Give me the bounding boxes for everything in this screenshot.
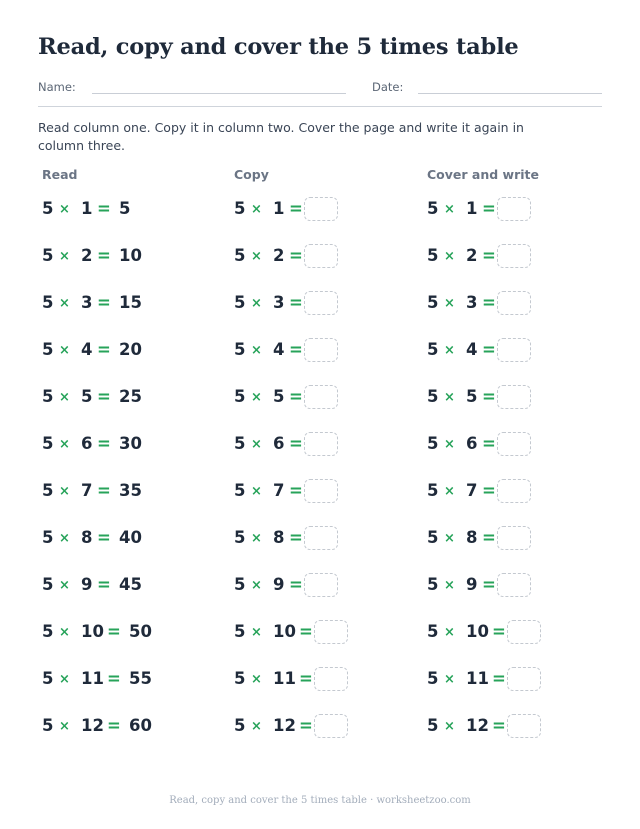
answer-box[interactable]: [314, 620, 348, 644]
multiplicand: 5: [42, 622, 54, 641]
footer: Read, copy and cover the 5 times table · worksheetzoo.com: [169, 795, 471, 806]
product: 10: [119, 246, 142, 265]
times-sign: ×: [251, 390, 262, 405]
times-sign: ×: [59, 531, 70, 546]
multiplicand: 5: [234, 199, 246, 218]
answer-box[interactable]: [507, 620, 541, 644]
times-sign: ×: [251, 343, 262, 358]
times-sign: ×: [59, 437, 70, 452]
times-sign: ×: [59, 625, 70, 640]
multiplicand: 5: [234, 669, 246, 688]
multiplier: 7: [466, 481, 478, 500]
multiplicand: 5: [234, 622, 246, 641]
times-sign: ×: [444, 249, 455, 264]
multiplicand: 5: [42, 528, 54, 547]
multiplier: 11: [466, 669, 489, 688]
multiplier: 4: [81, 340, 93, 359]
answer-box[interactable]: [304, 338, 338, 362]
multiplicand: 5: [42, 199, 54, 218]
answer-box[interactable]: [304, 385, 338, 409]
equals-sign: =: [107, 716, 121, 735]
multiplicand: 5: [234, 434, 246, 453]
times-sign: ×: [444, 296, 455, 311]
multiplier: 9: [273, 575, 285, 594]
multiplier: 12: [273, 716, 296, 735]
times-sign: ×: [444, 672, 455, 687]
equals-sign: =: [289, 481, 303, 500]
equals-sign: =: [492, 716, 506, 735]
multiplier: 1: [466, 199, 478, 218]
equals-sign: =: [289, 340, 303, 359]
times-sign: ×: [444, 484, 455, 499]
answer-box[interactable]: [304, 479, 338, 503]
multiplier: 4: [466, 340, 478, 359]
multiplier: 8: [273, 528, 285, 547]
answer-box[interactable]: [507, 667, 541, 691]
product: 40: [119, 528, 142, 547]
date-field[interactable]: [418, 93, 602, 94]
answer-box[interactable]: [497, 526, 531, 550]
equals-sign: =: [97, 575, 111, 594]
multiplier: 12: [81, 716, 104, 735]
equals-sign: =: [492, 669, 506, 688]
multiplicand: 5: [427, 387, 439, 406]
product: 20: [119, 340, 142, 359]
product: 25: [119, 387, 142, 406]
times-sign: ×: [444, 578, 455, 593]
multiplicand: 5: [234, 575, 246, 594]
multiplicand: 5: [42, 246, 54, 265]
equals-sign: =: [289, 434, 303, 453]
equals-sign: =: [97, 199, 111, 218]
multiplier: 1: [81, 199, 93, 218]
column-heading-cover: Cover and write: [427, 167, 539, 182]
instructions: Read column one. Copy it in column two. Cover the page and write it again in column three.: [38, 120, 524, 153]
multiplier: 10: [273, 622, 296, 641]
product: 35: [119, 481, 142, 500]
equals-sign: =: [289, 528, 303, 547]
multiplicand: 5: [234, 246, 246, 265]
times-sign: ×: [59, 578, 70, 593]
answer-box[interactable]: [497, 573, 531, 597]
answer-box[interactable]: [314, 667, 348, 691]
times-sign: ×: [444, 437, 455, 452]
multiplicand: 5: [427, 246, 439, 265]
multiplier: 11: [273, 669, 296, 688]
equals-sign: =: [289, 199, 303, 218]
equals-sign: =: [97, 528, 111, 547]
product: 15: [119, 293, 142, 312]
multiplicand: 5: [427, 669, 439, 688]
answer-box[interactable]: [497, 479, 531, 503]
equals-sign: =: [97, 340, 111, 359]
multiplicand: 5: [234, 387, 246, 406]
equals-sign: =: [299, 622, 313, 641]
answer-box[interactable]: [497, 244, 531, 268]
equals-sign: =: [107, 622, 121, 641]
multiplier: 11: [81, 669, 104, 688]
equals-sign: =: [107, 669, 121, 688]
times-sign: ×: [444, 343, 455, 358]
times-sign: ×: [59, 343, 70, 358]
times-sign: ×: [251, 296, 262, 311]
times-sign: ×: [59, 296, 70, 311]
product: 5: [119, 199, 131, 218]
multiplicand: 5: [42, 481, 54, 500]
page-title: Read, copy and cover the 5 times table: [38, 34, 519, 60]
multiplicand: 5: [234, 340, 246, 359]
multiplicand: 5: [42, 716, 54, 735]
multiplier: 6: [466, 434, 478, 453]
times-sign: ×: [59, 484, 70, 499]
equals-sign: =: [482, 199, 496, 218]
date-label: Date:: [372, 80, 404, 94]
multiplier: 3: [81, 293, 93, 312]
multiplicand: 5: [427, 716, 439, 735]
equals-sign: =: [482, 481, 496, 500]
times-sign: ×: [251, 531, 262, 546]
answer-box[interactable]: [304, 197, 338, 221]
name-field[interactable]: [92, 93, 346, 94]
answer-box[interactable]: [497, 385, 531, 409]
multiplier: 10: [81, 622, 104, 641]
product: 45: [119, 575, 142, 594]
multiplicand: 5: [42, 575, 54, 594]
multiplier: 4: [273, 340, 285, 359]
multiplier: 2: [273, 246, 285, 265]
multiplier: 7: [81, 481, 93, 500]
answer-box[interactable]: [497, 432, 531, 456]
equals-sign: =: [289, 387, 303, 406]
multiplicand: 5: [427, 481, 439, 500]
multiplier: 6: [81, 434, 93, 453]
equals-sign: =: [299, 716, 313, 735]
equals-sign: =: [289, 246, 303, 265]
times-sign: ×: [251, 578, 262, 593]
name-label: Name:: [38, 80, 76, 94]
times-sign: ×: [444, 202, 455, 217]
multiplier: 8: [466, 528, 478, 547]
equals-sign: =: [492, 622, 506, 641]
column-heading-copy: Copy: [234, 167, 269, 182]
multiplicand: 5: [427, 528, 439, 547]
product: 55: [129, 669, 152, 688]
equals-sign: =: [97, 434, 111, 453]
answer-box[interactable]: [304, 432, 338, 456]
multiplier: 7: [273, 481, 285, 500]
multiplicand: 5: [42, 293, 54, 312]
multiplier: 5: [273, 387, 285, 406]
answer-box[interactable]: [304, 291, 338, 315]
multiplicand: 5: [427, 199, 439, 218]
multiplicand: 5: [42, 434, 54, 453]
times-sign: ×: [59, 672, 70, 687]
multiplier: 6: [273, 434, 285, 453]
times-sign: ×: [444, 719, 455, 734]
answer-box[interactable]: [497, 197, 531, 221]
multiplicand: 5: [427, 340, 439, 359]
multiplicand: 5: [42, 387, 54, 406]
answer-box[interactable]: [304, 244, 338, 268]
equals-sign: =: [482, 528, 496, 547]
times-sign: ×: [59, 719, 70, 734]
multiplicand: 5: [427, 434, 439, 453]
multiplier: 2: [81, 246, 93, 265]
multiplier: 9: [466, 575, 478, 594]
equals-sign: =: [97, 246, 111, 265]
product: 50: [129, 622, 152, 641]
answer-box[interactable]: [497, 291, 531, 315]
equals-sign: =: [299, 669, 313, 688]
equals-sign: =: [289, 575, 303, 594]
equals-sign: =: [97, 481, 111, 500]
multiplicand: 5: [42, 669, 54, 688]
times-sign: ×: [251, 484, 262, 499]
multiplicand: 5: [427, 293, 439, 312]
multiplicand: 5: [427, 575, 439, 594]
times-sign: ×: [59, 390, 70, 405]
equals-sign: =: [97, 293, 111, 312]
times-sign: ×: [251, 719, 262, 734]
multiplier: 8: [81, 528, 93, 547]
multiplier: 3: [273, 293, 285, 312]
answer-box[interactable]: [304, 526, 338, 550]
multiplier: 5: [81, 387, 93, 406]
multiplier: 2: [466, 246, 478, 265]
times-sign: ×: [251, 202, 262, 217]
multiplier: 9: [81, 575, 93, 594]
multiplicand: 5: [427, 622, 439, 641]
answer-box[interactable]: [497, 338, 531, 362]
equals-sign: =: [482, 246, 496, 265]
multiplicand: 5: [234, 716, 246, 735]
times-sign: ×: [251, 672, 262, 687]
equals-sign: =: [482, 387, 496, 406]
times-sign: ×: [251, 437, 262, 452]
multiplicand: 5: [234, 528, 246, 547]
product: 60: [129, 716, 152, 735]
multiplicand: 5: [234, 481, 246, 500]
multiplier: 3: [466, 293, 478, 312]
times-sign: ×: [59, 249, 70, 264]
answer-box[interactable]: [507, 714, 541, 738]
equals-sign: =: [97, 387, 111, 406]
header-divider: [38, 106, 602, 107]
equals-sign: =: [482, 434, 496, 453]
equals-sign: =: [482, 293, 496, 312]
times-sign: ×: [444, 390, 455, 405]
equals-sign: =: [482, 575, 496, 594]
times-sign: ×: [59, 202, 70, 217]
multiplier: 1: [273, 199, 285, 218]
equals-sign: =: [289, 293, 303, 312]
multiplier: 12: [466, 716, 489, 735]
times-sign: ×: [251, 625, 262, 640]
equals-sign: =: [482, 340, 496, 359]
times-sign: ×: [444, 625, 455, 640]
multiplier: 5: [466, 387, 478, 406]
multiplier: 10: [466, 622, 489, 641]
times-sign: ×: [444, 531, 455, 546]
times-sign: ×: [251, 249, 262, 264]
column-heading-read: Read: [42, 167, 78, 182]
answer-box[interactable]: [314, 714, 348, 738]
product: 30: [119, 434, 142, 453]
answer-box[interactable]: [304, 573, 338, 597]
multiplicand: 5: [234, 293, 246, 312]
multiplicand: 5: [42, 340, 54, 359]
